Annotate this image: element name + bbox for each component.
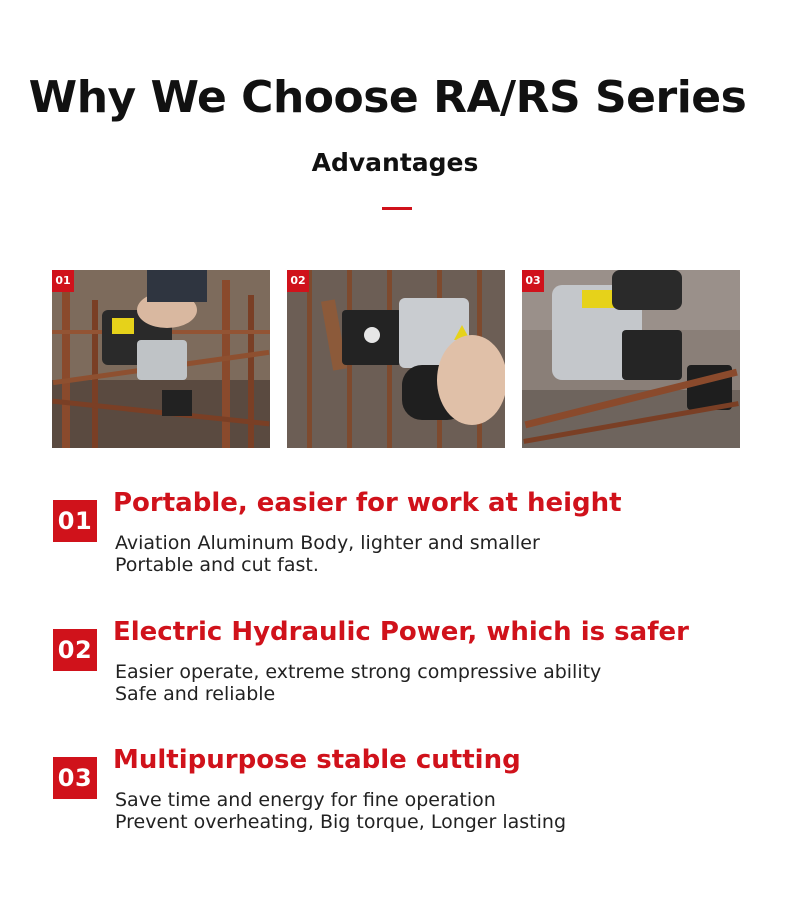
product-photo-3	[522, 270, 740, 448]
photo-badge: 02	[287, 270, 309, 292]
photo-badge: 03	[522, 270, 544, 292]
product-photo-1	[52, 270, 270, 448]
feature-description	[115, 789, 566, 833]
page-subtitle: Advantages	[311, 148, 479, 177]
feature-description-line: Prevent overheating, Big torque, Longer lasting	[115, 811, 566, 833]
feature-description-line: Safe and reliable	[115, 683, 276, 705]
photo-2-illustration	[287, 270, 505, 448]
feature-title: Electric Hydraulic Power, which is safer	[113, 617, 689, 647]
photo-1-illustration	[52, 270, 270, 448]
page-title: Why We Choose RA/RS Series	[28, 72, 747, 123]
feature-description-line: Portable and cut fast.	[115, 554, 319, 576]
feature-description-line: Save time and energy for fine operation	[115, 789, 496, 811]
feature-number-badge: 02	[53, 629, 97, 671]
feature-number-badge: 03	[53, 757, 97, 799]
feature-description	[115, 532, 540, 576]
feature-number-badge: 01	[53, 500, 97, 542]
feature-title: Portable, easier for work at height	[113, 488, 622, 518]
product-photo-2	[287, 270, 505, 448]
photo-3-illustration	[522, 270, 740, 448]
photo-badge: 01	[52, 270, 74, 292]
feature-title: Multipurpose stable cutting	[113, 745, 521, 775]
feature-description-line: Aviation Aluminum Body, lighter and smaller	[115, 532, 540, 554]
feature-description-line: Easier operate, extreme strong compressive ability	[115, 661, 602, 683]
title-divider	[382, 207, 412, 210]
feature-description	[115, 661, 601, 705]
